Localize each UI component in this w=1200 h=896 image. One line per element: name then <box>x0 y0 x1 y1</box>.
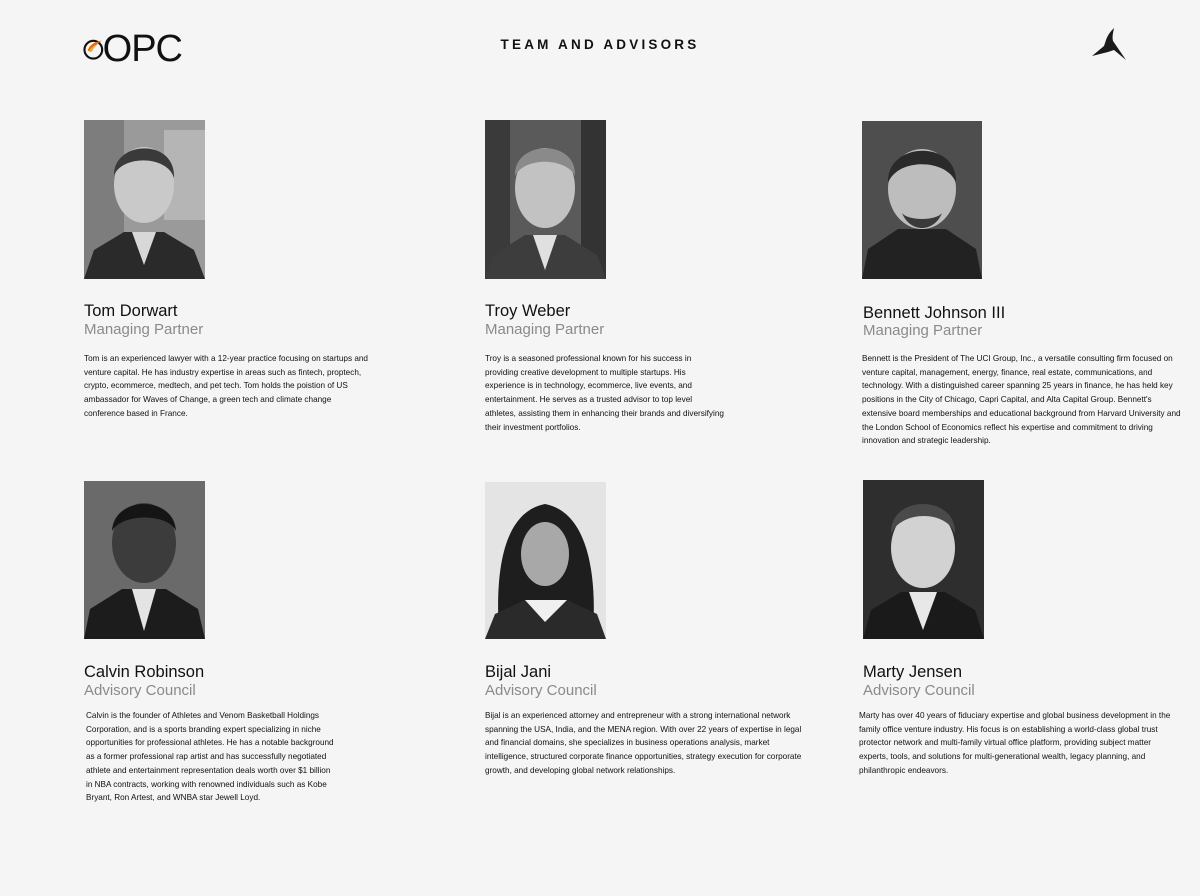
member-role: Managing Partner <box>863 322 983 339</box>
member-role: Advisory Council <box>485 682 597 699</box>
logo-text: OPC <box>102 28 182 70</box>
member-bio: Marty has over 40 years of fiduciary expertise and global business development in the family office venture industry. His focus is on establishing a world-class global trust protector network and multi-family virtual office platform, providing subject matter experts, tools, and solutions for multi-generational wealth, legacy planning, and philanthropic endeavors. <box>859 711 1171 775</box>
member-name: Tom Dorwart <box>84 302 178 320</box>
portrait-photo <box>485 120 606 279</box>
member-role: Managing Partner <box>485 321 605 338</box>
member-name: Marty Jensen <box>863 663 963 681</box>
member-bio: Bennett is the President of The UCI Group, Inc., a versatile consulting firm focused on venture capital, management, energy, finance, real estate, communications, and technology. With a distinguished career spanning 25 years in finance, he has held key positions in the City of Chicago, Capri Capital, and Alta Capital Group. Bennett's extensive board memberships and educational background from Harvard University and the London School of Economics reflect his expertise and commitment to driving innovation and strategic leadership. <box>862 354 1181 446</box>
member-role: Advisory Council <box>863 682 975 699</box>
member-bio: Bijal is an experienced attorney and entrepreneur with a strong international network spanning the USA, India, and the MENA region. With over 22 years of expertise in legal and financial domains, she specializes in business operations analysis, market intelligence, structured corporate finance opportunities, strategy execution for corporate growth, and developing global network relationships. <box>485 711 802 775</box>
portrait-photo <box>862 121 982 279</box>
portrait-photo <box>485 482 606 639</box>
portrait-photo <box>84 481 205 639</box>
member-bio: Tom is an experienced lawyer with a 12-year practice focusing on startups and venture capital. He has industry expertise in areas such as fintech, proptech, crypto, ecommerce, medtech, and pet tech. Tom holds the poistion of US ambassador for Waves of Change, a green tech and climate change conference based in France. <box>84 354 368 418</box>
member-bio: Troy is a seasoned professional known for his success in providing creative development to multiple startups. His experience is in technology, ecommerce, live events, and entertainment. He serves as a trusted advisor to top level athletes, assisting them in enhancing their brands and diversifying their investment portfolios. <box>485 354 724 432</box>
portrait-photo <box>84 120 205 279</box>
member-bio: Calvin is the founder of Athletes and Venom Basketball Holdings Corporation, and is a sports branding expert specializing in niche opportunities for professional athletes. He has a notable background as a former professional rap artist and has successfully negotiated athlete and entertainment representation deals worth over $1 billion in NBA contracts, working with renowned individuals such as Kobe Bryant, Ron Artest, and WNBA star Jewell Loyd. <box>86 711 334 803</box>
member-name: Calvin Robinson <box>84 663 205 681</box>
member-name: Troy Weber <box>485 302 571 320</box>
member-role: Advisory Council <box>84 682 196 699</box>
bird-icon <box>1090 26 1128 62</box>
member-role: Managing Partner <box>84 321 204 338</box>
portrait-photo <box>863 480 984 639</box>
page-title: TEAM AND ADVISORS <box>500 37 700 52</box>
member-name: Bijal Jani <box>485 663 552 681</box>
member-name: Bennett Johnson III <box>863 304 1006 322</box>
